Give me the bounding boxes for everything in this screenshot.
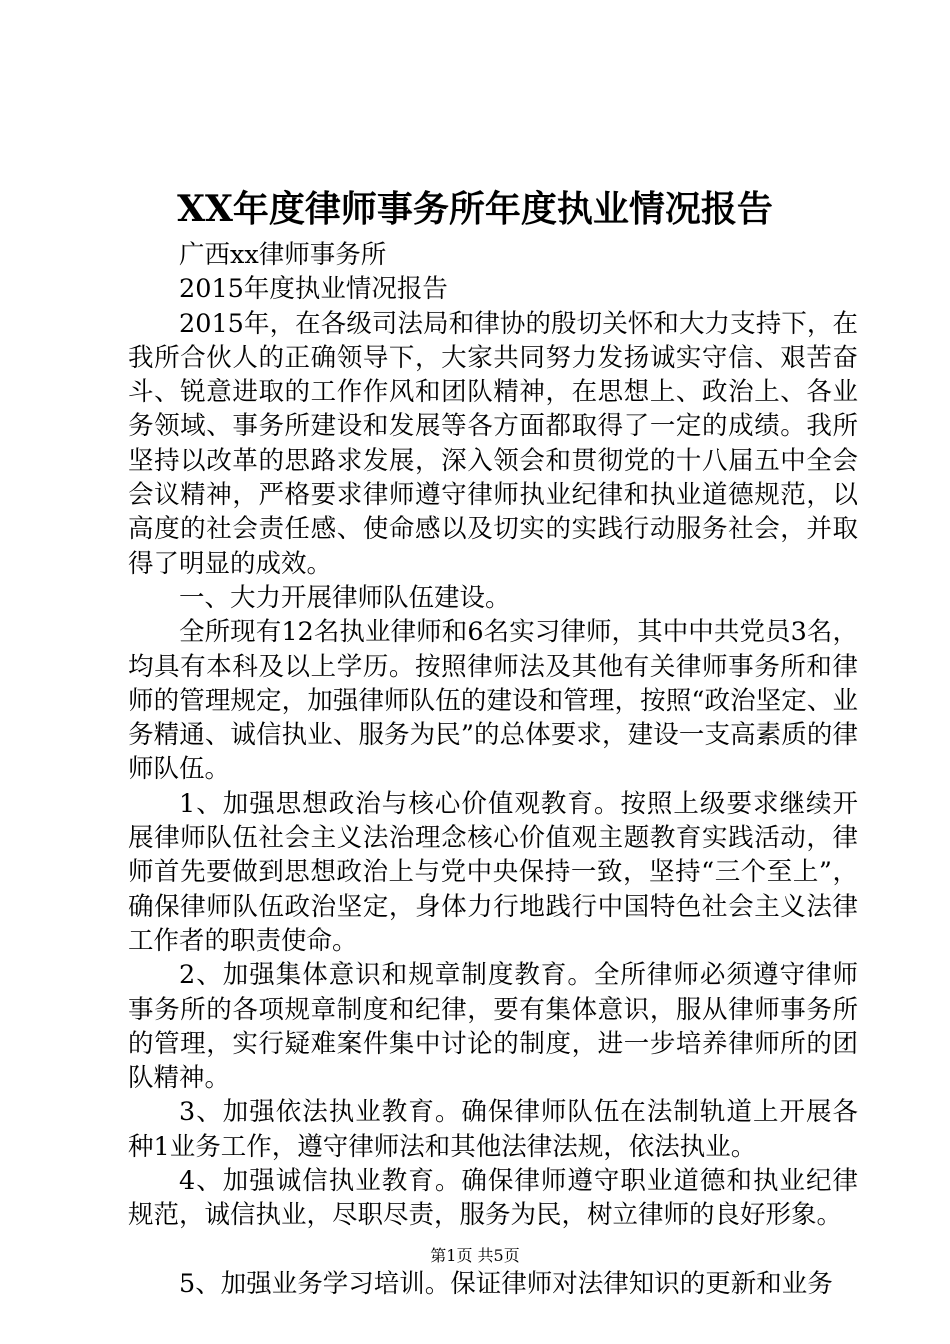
paragraph-item-4: 4、加强诚信执业教育。确保律师遵守职业道德和执业纪律规范，诚信执业，尽职尽责，服务为民，树立律师的良好形象。 [128, 1166, 858, 1231]
paragraph-item-3: 3、加强依法执业教育。确保律师队伍在法制轨道上开展各种1业务工作，遵守律师法和其他法律法规，依法执业。 [128, 1097, 858, 1162]
page-footer: 第1页 共5页 [430, 1246, 520, 1265]
paragraph-team-overview: 全所现有12名执业律师和6名实习律师，其中中共党员3名，均具有本科及以上学历。按照律师法及其他有关律师事务所和律师的管理规定，加强律师队伍的建设和管理，按照“政治坚定、业务精通、诚信执业、服务为民”的总体要求，建设一支高素质的律师队伍。 [128, 617, 858, 785]
paragraph-report-heading: 2015年度执业情况报告 [179, 274, 448, 305]
document-body [128, 238, 858, 1301]
paragraph-firm-name: 广西xx律师事务所 [179, 240, 387, 270]
section-heading-1: 一、大力开展律师队伍建设。 [179, 582, 511, 613]
paragraph-intro: 2015年，在各级司法局和律协的殷切关怀和大力支持下，在我所合伙人的正确领导下，大家共同努力发扬诚实守信、艰苦奋斗、锐意进取的工作作风和团队精神，在思想上、政治上、各业务领域、事务所建设和发展等各方面都取得了一定的成绩。我所坚持以改革的思路求发展，深入领会和贯彻党的十八届五中全会会议精神，严格要求律师遵守律师执业纪律和执业道德规范，以高度的社会责任感、使命感以及切实的实践行动服务社会，并取得了明显的成效。 [128, 308, 858, 579]
paragraph-item-5: 5、加强业务学习培训。保证律师对法律知识的更新和业务 [179, 1268, 833, 1299]
paragraph-item-1: 1、加强思想政治与核心价值观教育。按照上级要求继续开展律师队伍社会主义法治理念核心价值观主题教育实践活动，律师首先要做到思想政治上与党中央保持一致，坚持“三个至上”，确保律师队伍政治坚定，身体力行地践行中国特色社会主义法律工作者的职责使命。 [128, 788, 858, 956]
document-title: XX年度律师事务所年度执业情况报告 [177, 188, 773, 230]
paragraph-item-2: 2、加强集体意识和规章制度教育。全所律师必须遵守律师事务所的各项规章制度和纪律，要有集体意识，服从律师事务所的管理，实行疑难案件集中讨论的制度，进一步培养律师所的团队精神。 [128, 960, 858, 1094]
